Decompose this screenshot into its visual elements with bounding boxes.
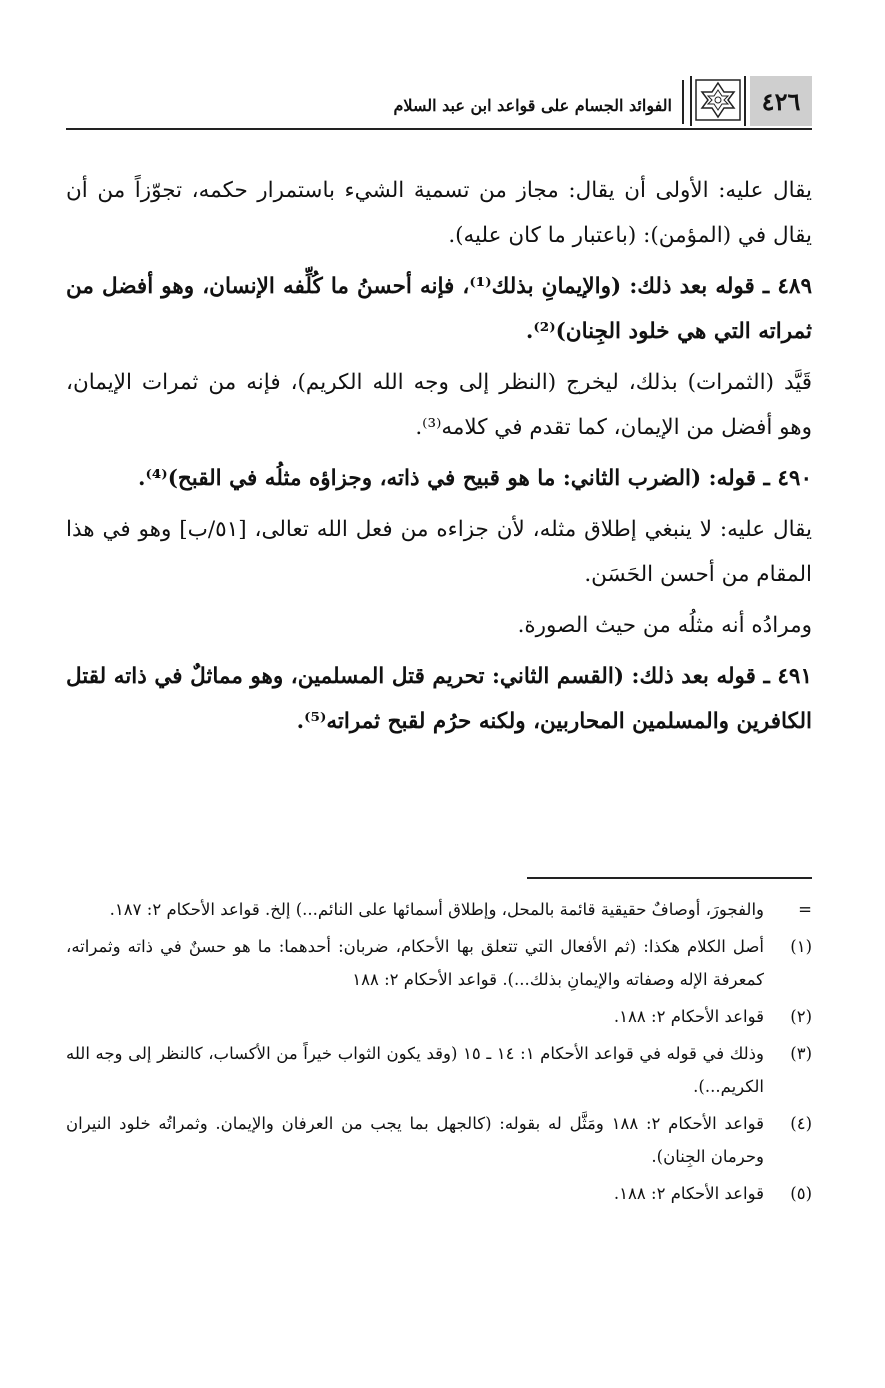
main-text — [66, 168, 812, 744]
paragraph: يقال عليه: لا ينبغي إطلاق مثله، لأن جزاءه من فعل الله تعالى، [٥١/ب] وهو في هذا المقام من أحسن الحَسَن. — [66, 517, 812, 587]
footnote-separator — [527, 877, 812, 879]
page-header — [66, 76, 812, 132]
footnotes — [66, 893, 812, 1214]
footnote-item — [66, 1000, 812, 1033]
footnote-mark: = — [798, 900, 812, 919]
footnote-text: أصل الكلام هكذا: (ثم الأفعال التي تتعلق بها الأحكام، ضربان: أحدهما: ما هو حسنٌ في ذاته وثمراته، كمعرفة الإله وصفاته والإيمانِ بذلك...). قواعد الأحكام ٢: ١٨٨ — [66, 937, 764, 989]
running-title: الفوائد الجسام على قواعد ابن عبد السلام — [393, 96, 672, 115]
footnote-text: وذلك في قوله في قواعد الأحكام ١: ١٤ ـ ١٥ (وقد يكون الثواب خيراً من الأكساب، كالنظر إلى وجه الله الكريم...). — [66, 1044, 764, 1096]
header-rule — [66, 128, 812, 130]
footnote-item — [66, 1037, 812, 1103]
paragraph-489: ٤٨٩ ـ قوله بعد ذلك: (والإيمانِ بذلك⁽¹⁾، فإنه أحسنُ ما كُلِّفه الإنسان، وهو أفضل من ثمراته التي هي خلود الجِنان)⁽²⁾. — [66, 274, 812, 344]
header-divider — [682, 80, 684, 124]
footnote-item — [66, 1177, 812, 1210]
footnote-text: قواعد الأحكام ٢: ١٨٨. — [613, 1184, 764, 1203]
paragraph-490: ٤٩٠ ـ قوله: (الضرب الثاني: ما هو قبيح في ذاته، وجزاؤه مثلُه في القبح)⁽⁴⁾. — [137, 466, 812, 491]
footnote-mark: (٥) — [790, 1184, 812, 1203]
paragraph: يقال عليه: الأولى أن يقال: مجاز من تسمية الشيء باستمرار حكمه، تجوّزاً من أن يقال في (المؤمن): (باعتبار ما كان عليه). — [66, 178, 812, 248]
footnote-text: قواعد الأحكام ٢: ١٨٨. — [613, 1007, 764, 1026]
footnote-mark: (٣) — [790, 1044, 812, 1063]
footnote-item — [66, 930, 812, 996]
paragraph: قَيَّد (الثمرات) بذلك، ليخرج (النظر إلى وجه الله الكريم)، فإنه من ثمرات الإيمان، وهو أفضل من الإيمان، كما تقدم في كلامه⁽³⁾. — [66, 370, 812, 440]
paragraph: ومرادُه أنه مثلُه من حيث الصورة. — [517, 613, 812, 638]
ornament-icon — [690, 76, 746, 126]
footnote-mark: (١) — [790, 937, 812, 956]
footnote-mark: (٤) — [790, 1114, 812, 1133]
footnote-text: قواعد الأحكام ٢: ١٨٨ ومَثَّل له بقوله: (كالجهل بما يجب من العرفان والإيمان. وثمراتُه خلود النيران وحرمان الجِنان). — [66, 1114, 764, 1166]
footnote-item — [66, 1107, 812, 1173]
footnote-mark: (٢) — [790, 1007, 812, 1026]
page-number: ٤٢٦ — [750, 76, 812, 126]
footnote-text: والفجورَ، أوصافٌ حقيقية قائمة بالمحل، وإطلاق أسمائها على النائم...) إلخ. قواعد الأحكام ٢: ١٨٧. — [109, 900, 764, 919]
paragraph-491: ٤٩١ ـ قوله بعد ذلك: (القسم الثاني: تحريم قتل المسلمين، وهو مماثلٌ في ذاته لقتل الكافرين والمسلمين المحاربين، ولكنه حرُم لقبح ثمراته⁽⁵⁾. — [66, 664, 812, 734]
footnote-item — [66, 893, 812, 926]
